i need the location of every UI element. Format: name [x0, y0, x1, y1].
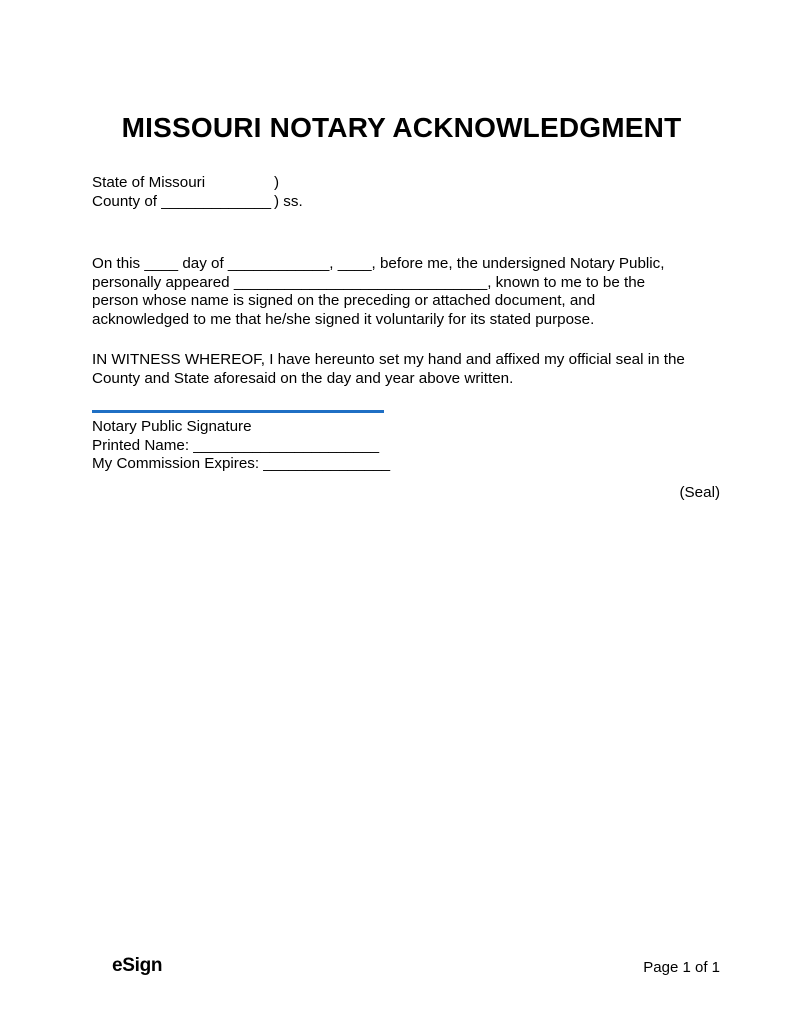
- signature-rule: [92, 410, 384, 413]
- signature-block: [92, 410, 512, 474]
- signature-caption: Notary Public Signature: [92, 418, 252, 435]
- document-body: [92, 174, 692, 388]
- venue-county-row: [92, 193, 692, 212]
- acknowledgment-paragraph: On this ____ day of ____________, ____, before me, the undersigned Notary Public, personally appeared ______________________________, known to me to be the person whose name is signed on the preceding or attached document, and acknowledged to me that he/she signed it voluntarily for its stated purpose.: [92, 255, 665, 328]
- venue-state-row: [92, 174, 692, 193]
- commission-expires-field: My Commission Expires: _______________: [92, 455, 391, 472]
- spacer: [92, 329, 692, 351]
- venue-block: [92, 174, 692, 211]
- printed-name-field: Printed Name: ______________________: [92, 436, 380, 454]
- venue-state-label: State of Missouri: [92, 174, 206, 191]
- spacer: [92, 211, 692, 255]
- venue-state-paren: ): [274, 174, 280, 191]
- venue-county-paren: ) ss.: [274, 192, 303, 210]
- witness-paragraph: IN WITNESS WHEREOF, I have hereunto set my hand and affixed my official seal in the County and State aforesaid on the day and year above written.: [92, 351, 685, 387]
- esign-logo: eSign: [112, 955, 163, 976]
- seal-label: (Seal): [679, 484, 720, 501]
- page-title: MISSOURI NOTARY ACKNOWLEDGMENT: [121, 111, 682, 143]
- page-indicator: Page 1 of 1: [643, 959, 720, 976]
- venue-county-label: County of _____________: [92, 192, 272, 210]
